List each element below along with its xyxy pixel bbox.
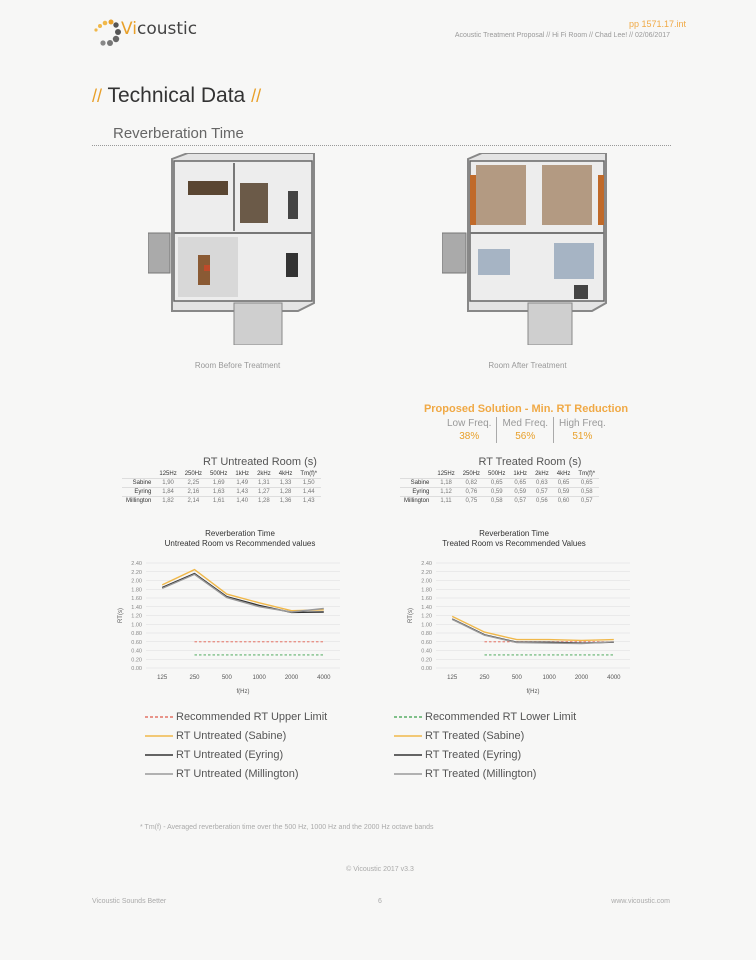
table-cell: 0,59 [509,488,531,497]
y-tick-label: 0.00 [131,666,142,672]
series-line-rt-treated-sabine- [452,616,614,640]
x-tick-label: 1000 [542,675,556,681]
table-cell: 0,58 [484,497,509,506]
y-tick-label: 2.40 [421,561,432,567]
logo-name-accent: Vi [121,19,137,39]
table-cell: 0,60 [553,497,575,506]
legend-item-treated-millington: RT Treated (Millington) [425,767,537,780]
page-title-text: Technical Data [107,84,246,107]
x-tick-label: 2000 [284,675,299,681]
y-tick-label: 1.60 [421,596,432,602]
table-header-cell: Tm(f)* [578,471,596,477]
document-reference: pp 1571.17.int [628,19,686,29]
table-cell: 1,43 [231,488,253,497]
table-cell: 1,40 [231,497,253,506]
table-header-cell: 1kHz [235,471,250,477]
x-axis-label: f(Hz) [236,689,250,695]
table-header-cell: Tm(f)* [300,471,318,477]
y-tick-label: 0.20 [421,657,432,664]
table-cell: 1,49 [231,479,253,488]
page-title [92,84,261,108]
untreated-chart-title [130,529,350,549]
table-cell: 1,90 [155,479,180,488]
y-tick-label: 0.60 [421,639,432,646]
copyright: © Vicoustic 2017 v3.3 [346,866,414,873]
x-tick-label: 1000 [252,675,266,681]
y-tick-label: 1.00 [131,622,142,629]
table-header-cell: 1kHz [513,471,528,477]
x-tick-label: 2000 [574,675,589,681]
table-row [122,497,321,506]
row-label: Sabine [122,479,155,488]
row-label: Millington [122,497,155,506]
table-cell: 1,84 [155,488,180,497]
room-before-image [148,153,324,345]
table-cell: 0,76 [459,488,484,497]
series-line-rt-untreated-sabine- [162,570,324,611]
treated-chart-subtitle: Treated Room vs Recommended Values [442,539,586,548]
high-freq-value: 51% [554,430,611,443]
x-tick-label: 4000 [317,675,331,681]
table-cell: 1,31 [253,479,275,488]
x-tick-label: 250 [189,675,200,681]
table-cell: 1,43 [296,497,321,506]
table-row [122,488,321,497]
table-cell: 0,65 [509,479,531,488]
table-cell: 1,69 [206,479,231,488]
legend-item-untreated-eyring: RT Untreated (Eyring) [176,748,284,761]
y-tick-label: 1.80 [421,587,432,594]
legend-left [145,707,327,783]
y-tick-label: 0.60 [131,639,142,646]
y-tick-label: 0.20 [131,657,142,664]
series-line-rt-untreated-millington- [162,574,324,612]
table-cell: 1,18 [433,479,458,488]
table-cell: 2,25 [181,479,206,488]
table-row [400,497,599,506]
vicoustic-logo [92,16,212,50]
y-tick-label: 0.80 [421,631,432,637]
med-freq-label: Med Freq. [497,417,554,430]
y-tick-label: 2.20 [131,569,142,576]
website-link[interactable]: www.vicoustic.com [611,898,670,905]
table-cell: 1,44 [296,488,321,497]
table-cell: 0,57 [531,488,553,497]
table-cell: 1,61 [206,497,231,506]
untreated-rt-table [122,470,321,505]
y-tick-label: 0.00 [421,666,432,672]
table-cell: 0,57 [509,497,531,506]
table-cell: 1,33 [275,479,297,488]
table-header-cell: 2kHz [257,471,271,477]
y-tick-label: 1.80 [131,587,142,594]
table-header-cell: 500Hz [210,471,228,477]
table-row [122,479,321,488]
row-label: Millington [400,497,433,506]
table-cell: 0,75 [459,497,484,506]
y-tick-label: 1.40 [421,604,432,611]
y-axis-label: RT(s) [408,608,414,623]
y-tick-label: 0.40 [131,648,142,655]
table-cell: 0,63 [531,479,553,488]
table-header-cell: 500Hz [488,471,506,477]
treated-rt-chart [400,555,640,695]
legend-item-upper-limit: Recommended RT Upper Limit [176,710,328,723]
table-header-cell: 4kHz [278,471,293,477]
treated-chart-title-line1: Reverberation Time [479,529,549,538]
y-tick-label: 2.20 [421,569,432,576]
table-cell: 1,82 [155,497,180,506]
legend-item-lower-limit: Recommended RT Lower Limit [425,710,577,723]
y-tick-label: 2.40 [131,561,142,567]
legend-item-treated-eyring: RT Treated (Eyring) [425,748,522,761]
table-cell: 0,56 [531,497,553,506]
untreated-chart-title-line1: Reverberation Time [205,529,275,538]
table-cell: 0,65 [574,479,599,488]
table-cell: 0,65 [553,479,575,488]
table-header-cell: 125Hz [437,471,455,477]
table-cell: 0,57 [574,497,599,506]
table-corner [122,470,155,479]
x-tick-label: 500 [511,675,522,681]
room-after-image [442,153,612,345]
table-row [400,488,599,497]
low-freq-value: 38% [459,431,480,442]
low-freq-label: Low Freq. [447,418,492,429]
y-axis-label: RT(s) [118,608,124,623]
title-slash-left: // [92,86,103,106]
table-header-cell: 4kHz [556,471,571,477]
logo-name-rest: coustic [136,19,198,39]
table-cell: 0,58 [574,488,599,497]
treated-table-title: RT Treated Room (s) [478,456,582,468]
y-tick-label: 0.40 [421,648,432,655]
y-tick-label: 1.40 [131,604,142,611]
legend-item-treated-sabine: RT Treated (Sabine) [425,729,525,742]
table-cell: 1,50 [296,479,321,488]
footer-tagline: Vicoustic Sounds Better [92,898,167,905]
x-tick-label: 500 [221,675,232,681]
table-cell: 1,12 [433,488,458,497]
row-label: Sabine [400,479,433,488]
table-row [400,479,599,488]
table-cell: 1,63 [206,488,231,497]
untreated-rt-chart [110,555,350,695]
x-tick-label: 125 [157,675,168,681]
untreated-chart-subtitle: Untreated Room vs Recommended values [164,539,316,548]
table-cell: 1,36 [275,497,297,506]
legend-right [394,707,576,783]
y-tick-label: 1.00 [421,622,432,629]
table-cell: 0,59 [484,488,509,497]
legend-item-untreated-millington: RT Untreated (Millington) [176,767,299,780]
page-number: 6 [378,898,382,905]
document-subtitle: Acoustic Treatment Proposal // Hi Fi Room // Chad Lee! // 02/06/2017 [454,32,670,39]
table-header-cell: 125Hz [159,471,177,477]
section-divider [92,145,671,146]
room-after-caption: Room After Treatment [488,361,567,370]
y-tick-label: 1.60 [131,596,142,602]
row-label: Eyring [400,488,433,497]
proposed-solution-title: Proposed Solution - Min. RT Reduction [423,403,629,415]
room-before-caption: Room Before Treatment [194,361,281,370]
x-tick-label: 125 [447,675,458,681]
x-tick-label: 4000 [607,675,621,681]
table-cell: 0,59 [553,488,575,497]
table-cell: 2,16 [181,488,206,497]
untreated-table-title: RT Untreated Room (s) [203,456,317,468]
row-label: Eyring [122,488,155,497]
section-title: Reverberation Time [113,125,244,142]
y-tick-label: 2.00 [421,578,432,585]
y-tick-label: 2.00 [131,578,142,585]
x-tick-label: 250 [479,675,490,681]
table-cell: 1,27 [253,488,275,497]
y-tick-label: 0.80 [131,631,142,637]
y-tick-label: 1.20 [131,613,142,620]
treated-chart-title [404,529,624,549]
footnote: * Tm(f) - Averaged reverberation time over the 500 Hz, 1000 Hz and the 2000 Hz octave bands [140,824,434,831]
table-cell: 0,65 [484,479,509,488]
table-cell: 1,11 [433,497,458,506]
table-cell: 2,14 [181,497,206,506]
title-slash-right: // [251,86,262,106]
table-header-cell: 250Hz [462,471,481,477]
legend-item-untreated-sabine: RT Untreated (Sabine) [176,729,287,742]
high-freq-label: High Freq. [554,417,611,430]
table-header-cell: 2kHz [535,471,549,477]
table-corner [400,470,433,479]
treated-rt-table [400,470,599,505]
table-cell: 1,28 [253,497,275,506]
table-header-cell: 250Hz [184,471,203,477]
med-freq-value: 56% [497,430,554,443]
x-axis-label: f(Hz) [526,689,540,695]
table-cell: 0,82 [459,479,484,488]
proposed-solution-table [442,417,611,443]
table-cell: 1,28 [275,488,297,497]
y-tick-label: 1.20 [421,613,432,620]
